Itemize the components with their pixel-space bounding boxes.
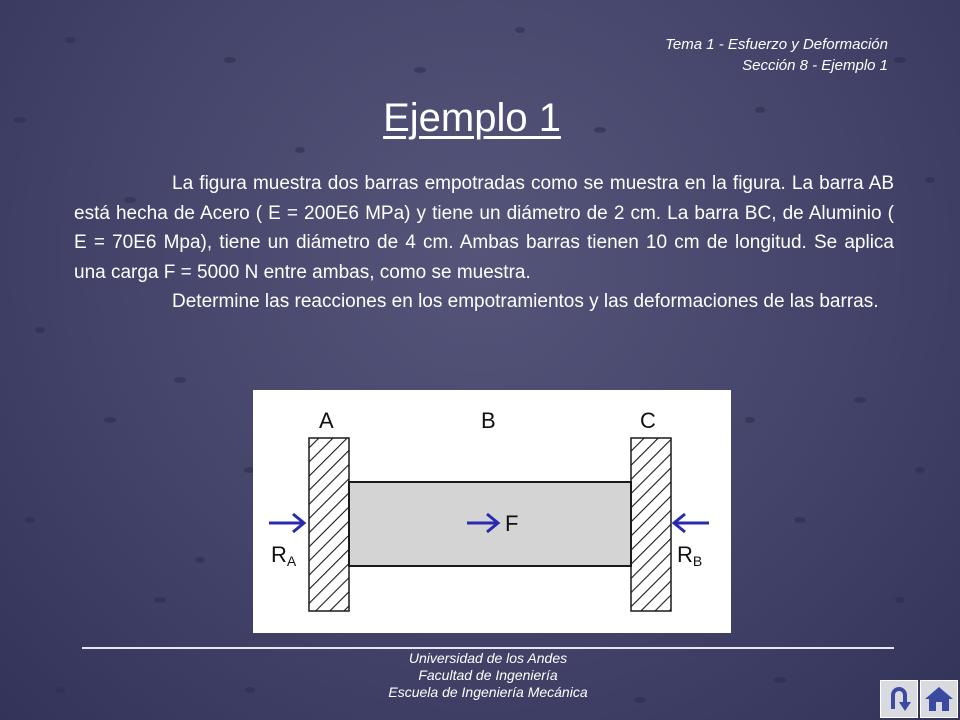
label-ra: RA <box>271 542 297 569</box>
bar-diagram <box>253 390 731 633</box>
label-a: A <box>319 408 334 433</box>
right-wall <box>631 438 671 611</box>
reaction-b-arrow-icon <box>674 514 709 532</box>
label-f: F <box>505 511 519 536</box>
bar-diagram-svg <box>253 390 731 633</box>
footer-school: Escuela de Ingeniería Mecánica <box>388 684 588 700</box>
label-c: C <box>640 408 656 433</box>
problem-statement <box>74 169 894 317</box>
reaction-a-arrow-icon <box>269 514 304 532</box>
label-b: B <box>481 408 496 433</box>
slide-title: Ejemplo 1 <box>383 96 561 140</box>
home-icon <box>921 681 957 717</box>
label-rb: RB <box>677 542 703 569</box>
back-button[interactable] <box>880 680 918 718</box>
footer-divider <box>82 647 894 649</box>
u-turn-back-icon <box>881 681 917 717</box>
label-rb-sub: B <box>692 553 703 569</box>
footer-faculty: Facultad de Ingeniería <box>418 667 558 683</box>
slide-header <box>665 34 888 76</box>
label-ra-sub: A <box>286 553 297 569</box>
paragraph-question: Determine las reacciones en los empotramientos y las deformaciones de las barras. <box>172 291 879 312</box>
left-wall <box>309 438 349 611</box>
topic-line: Tema 1 - Esfuerzo y Deformación <box>665 36 888 53</box>
footer-university: Universidad de los Andes <box>408 650 568 666</box>
footer <box>0 650 960 701</box>
paragraph-description: La figura muestra dos barras empotradas como se muestra en la figura. La barra AB está hecha de Acero ( E = 200E6 MPa) y tiene un diámetro de 2 cm. La barra BC, de Aluminio ( E = 70E6 Mpa), tiene un diámetro de 4 cm. Ambas barras tienen 10 cm de longitud. Se aplica una carga F = 5000 N entre ambas, como se muestra. <box>74 173 894 283</box>
section-line: Sección 8 - Ejemplo 1 <box>742 57 888 74</box>
home-button[interactable] <box>920 680 958 718</box>
